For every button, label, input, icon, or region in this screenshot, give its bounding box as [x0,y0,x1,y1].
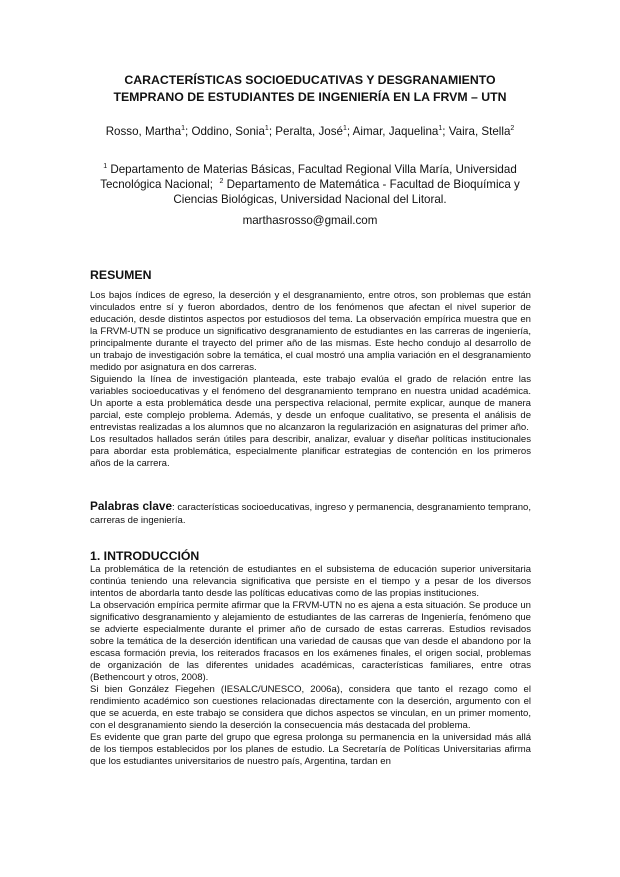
paragraph: Siguiendo la línea de investigación planteada, este trabajo evalúa el grado de relación entre las variables socioeducativas y el fenómeno del desgranamiento temprano en nuestra unidad académica. Un aporte a esta problemática desde una perspectiva relacional, permite explicar, aunque de manera parcial, este complejo problema. Además, y desde un enfoque cualitativo, se presenta el análisis de entrevistas realizadas a los alumnos que no alcanzaron la regularización en asignaturas del primer año. [90,374,531,433]
paragraph: Los resultados hallados serán útiles para describir, analizar, evaluar y diseñar políticas institucionales para abordar esta problemática, especialmente planificar estrategias de contención en los primeros años de la carrera. [90,434,531,469]
paragraph: La problemática de la retención de estudiantes en el subsistema de educación superior universitaria continúa teniendo una relevancia significativa que persiste en el tiempo y a pesar de los diversos intentos de abordarla tanto desde las políticas educativas como de las propias instituciones. [90,564,531,599]
title-line-2: TEMPRANO DE ESTUDIANTES DE INGENIERÍA EN LA FRVM – UTN [113,90,507,104]
author: Rosso, Martha$^1$; [105,125,192,138]
author: Peralta, José$^1$; [275,125,353,138]
paper-title [60,72,560,106]
author: Aimar, Jaquelina$^1$; [352,125,449,138]
affiliation-marker: 2 [219,178,224,186]
affiliation-1: Departamento de Materias Básicas, Facultad Regional Villa María, Universidad Tecnológica Nacional; [100,163,517,191]
keywords-label: Palabras clave [90,499,173,513]
paragraph: Es evidente que gran parte del grupo que egresa prolonga su permanencia en la universidad más allá de los tiempos establecidos por los planes de estudio. La Secretaría de Políticas Universitarias afirma que los estudiantes universitarios de nuestro país, Argentina, tardan en [90,732,531,767]
paragraph: La observación empírica permite afirmar que la FRVM-UTN no es ajena a esta situación. Se produce un significativo desgranamiento y alejamiento de estudiantes de las carreras de Ingeniería, fenómeno que se advierte especialmente durante el primer año de cursado de estas carreras. Estudios revisados sobre la temática de la deserción identifican una variedad de causas que van desde el abandono por la escasa formación previa, los reiterados fracasos en los exámenes finales, el origen social, problemas de organización de las diferentes unidades académicas, características familiares, entre otras (Bethencourt y otros, 2008). [90,600,531,683]
author: Vaira, Stella$^2$ [448,125,515,138]
introduccion-body [90,564,531,768]
author: Oddino, Sonia$^1$; [191,125,276,138]
affiliations [80,162,540,207]
resumen-body [90,290,531,470]
contact-email: marthasrosso@gmail.com [242,214,378,227]
section-heading-introduccion: 1. INTRODUCCIÓN [90,549,200,563]
keywords-text: : características socioeducativas, ingreso y permanencia, desgranamiento temprano, carreras de ingeniería. [90,502,531,526]
author-list [40,124,580,139]
affiliation-2: Departamento de Matemática - Facultad de Bioquímica y Ciencias Biológicas, Universidad Nacional del Litoral. [173,178,520,206]
section-heading-resumen: RESUMEN [90,268,152,282]
title-line-1: CARACTERÍSTICAS SOCIOEDUCATIVAS Y DESGRANAMIENTO [124,73,496,87]
affiliation-marker: 1 [103,163,108,171]
keywords [90,500,531,527]
paragraph: Los bajos índices de egreso, la deserción y el desgranamiento, entre otros, son problemas que están vinculados entre sí y fueron abordados, dentro de los fenómenos que afectan el nivel superior de educación, desde distintos aspectos por estudiosos del tema. La observación empírica muestra que en la FRVM-UTN se produce un significativo desgranamiento de estudiantes en las carreras de ingeniería, principalmente durante el trayecto del primer año de las mismas. Este hecho condujo al desarrollo de un trabajo de investigación sobre la temática, el cual mostró una amplia variación en el desgranamiento medido por asignatura en dos carreras. [90,290,531,373]
paragraph: Si bien González Fiegehen (IESALC/UNESCO, 2006a), considera que tanto el rezago como el rendimiento académico son cuestiones relacionadas directamente con la deserción, argumento con el que se acuerda, en este trabajo se considera que dichos aspectos se vinculan, en un primer momento, con el desgranamiento siendo la deserción la consecuencia más destacada del problema. [90,684,531,731]
